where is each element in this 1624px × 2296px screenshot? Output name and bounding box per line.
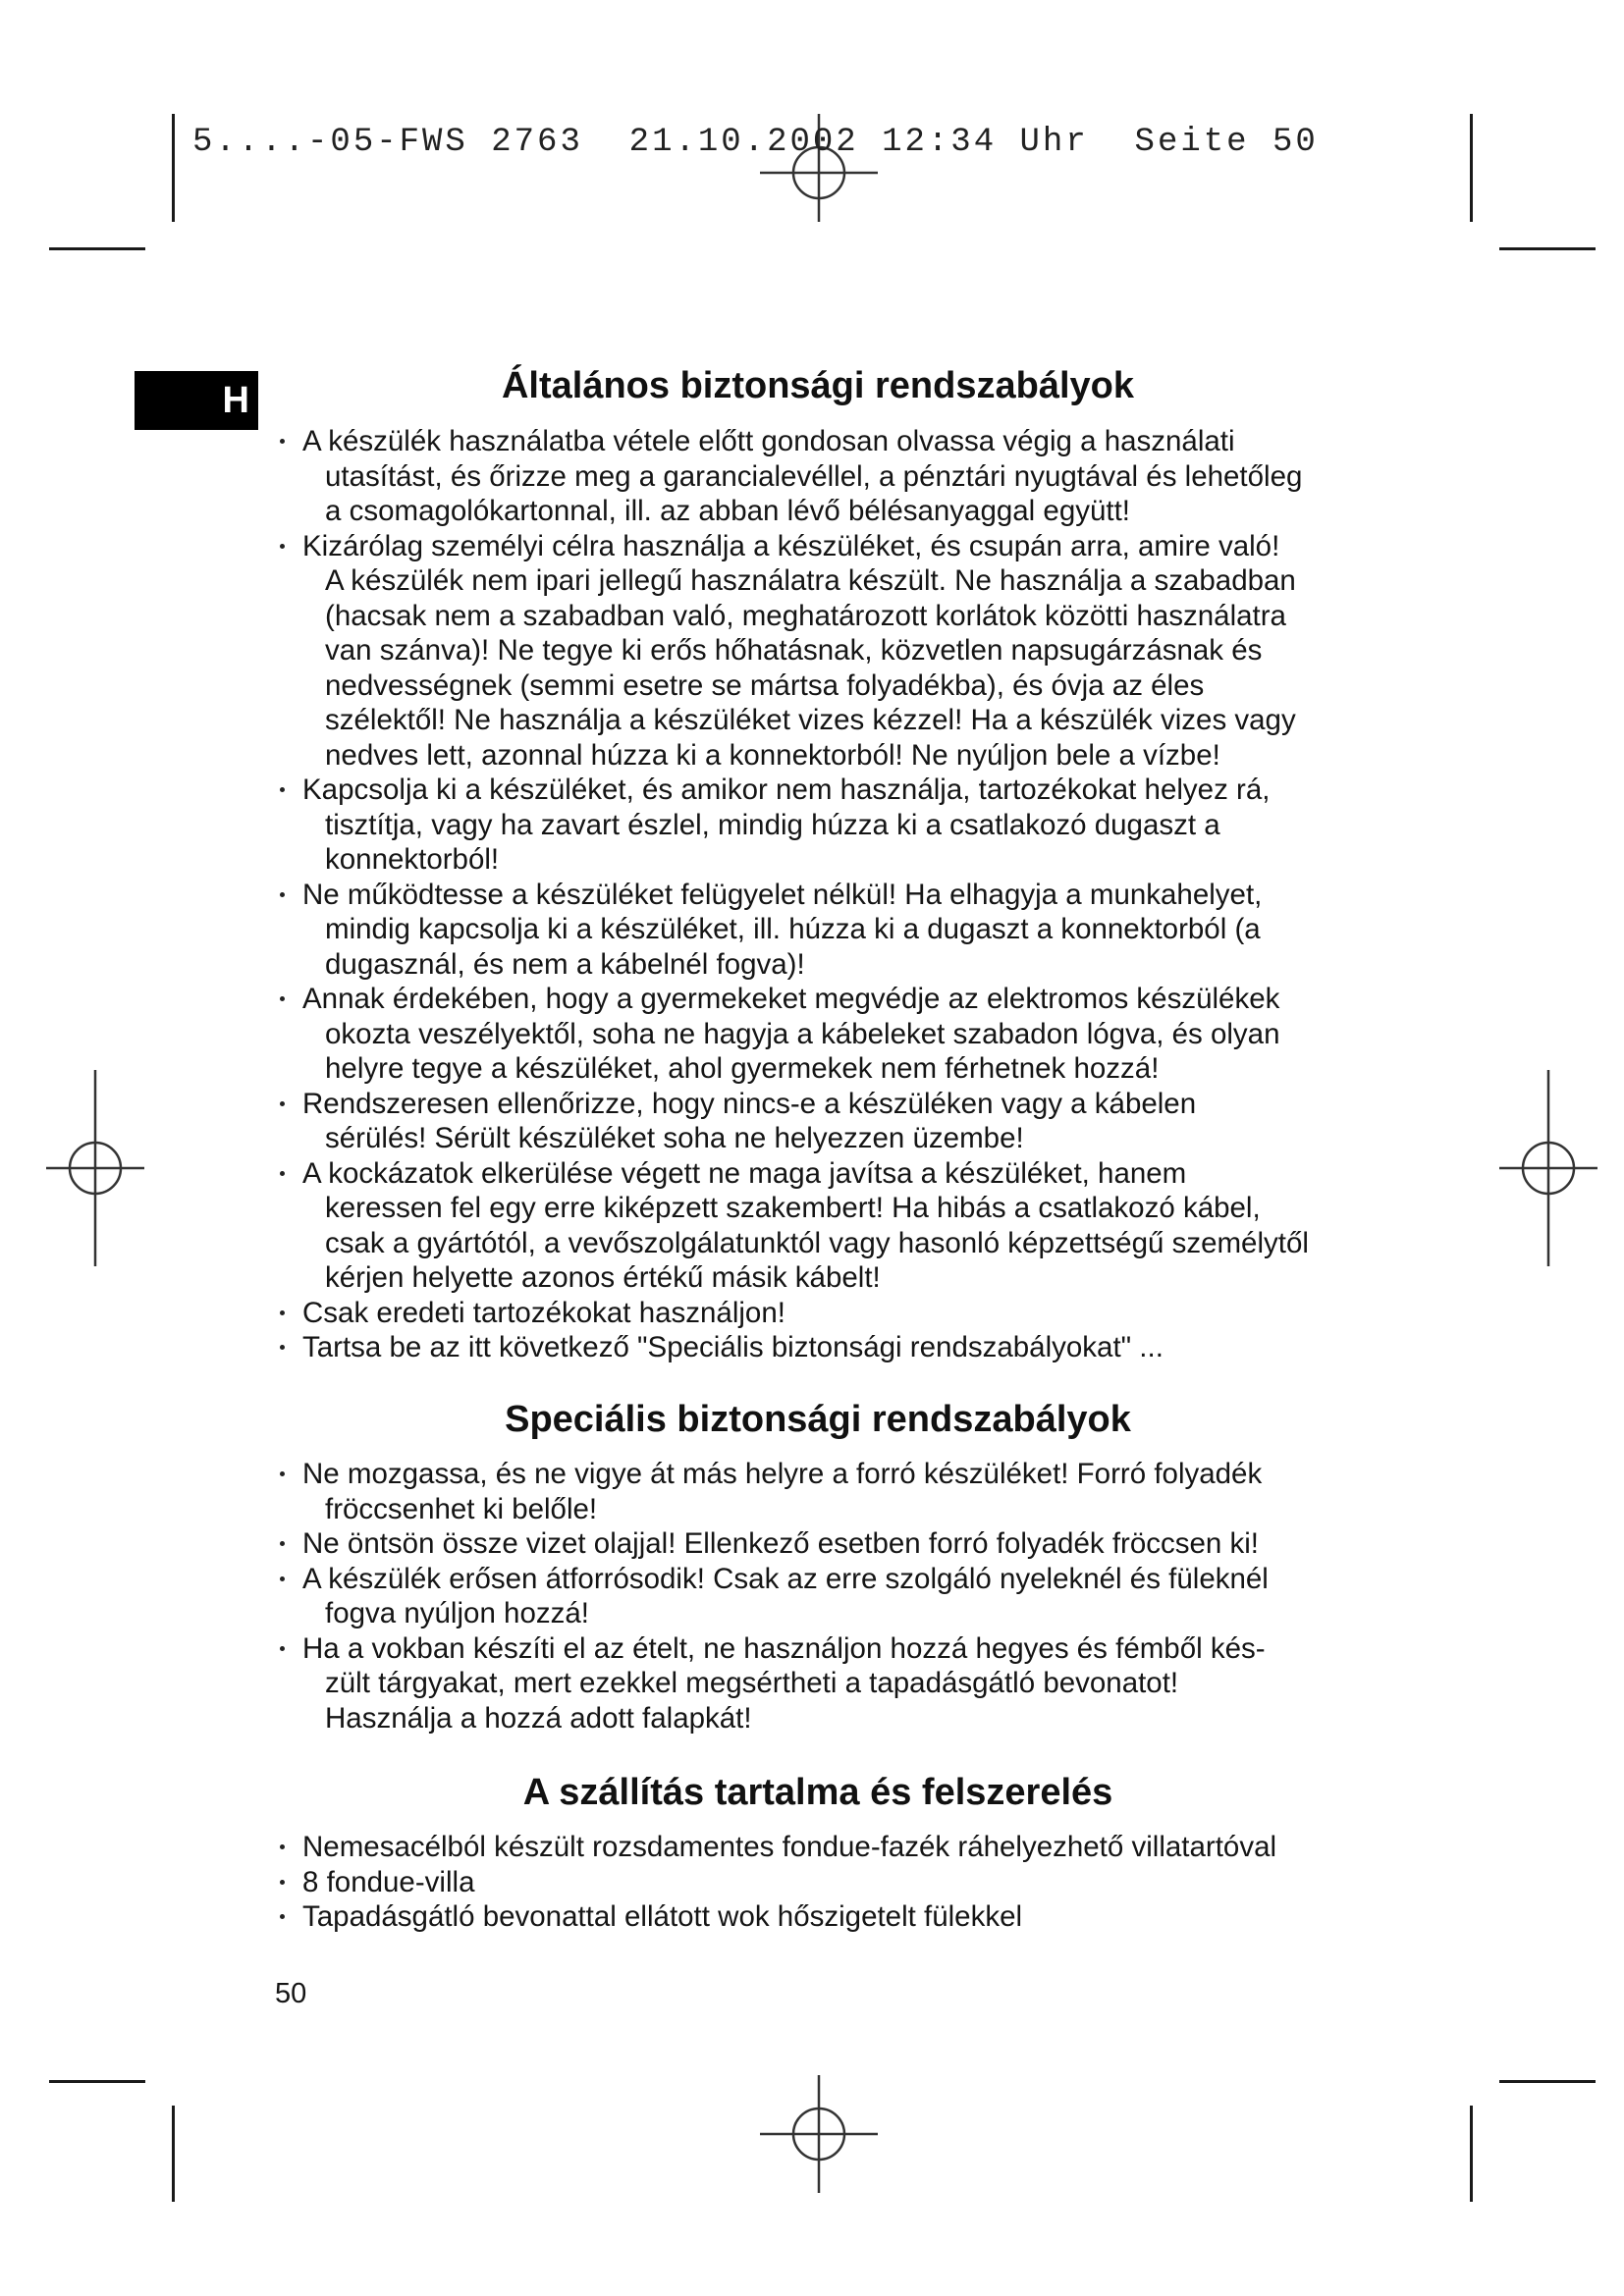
- language-tab: H: [135, 371, 258, 430]
- bullet-icon: [280, 1844, 285, 1849]
- section-title-delivery-contents: A szállítás tartalma és felszerelés: [522, 1772, 1113, 1813]
- page-number: 50: [275, 1978, 307, 2009]
- bullet-icon: [280, 1914, 285, 1919]
- bullet-icon: [280, 1345, 285, 1350]
- crop-mark-bottom-left-v: [172, 2106, 175, 2202]
- list-item: Nemesacélból készült rozsdamentes fondue-fazék ráhelyezhető villatartóval: [273, 1830, 1384, 1865]
- crop-mark-top-right-h: [1499, 247, 1596, 250]
- registration-mark-right-icon: [1450, 1070, 1624, 1266]
- bullet-icon: [280, 1310, 285, 1315]
- registration-mark-left-icon: [0, 1070, 193, 1266]
- list-item: Rendszeresen ellenőrizze, hogy nincs-e a készüléken vagy a kábelen sérülés! Sérült készüléket soha ne helyezzen üzembe!: [273, 1087, 1384, 1156]
- crop-mark-top-right-v: [1470, 114, 1473, 222]
- crop-mark-bottom-right-v: [1470, 2106, 1473, 2202]
- registration-mark-bottom-icon: [721, 2036, 917, 2232]
- list-item: A készülék használatba vétele előtt gondosan olvassa végig a használati utasítást, és őrizze meg a garancialevéllel, a pénztári nyugtával és lehetőleg a csomagolókartonnal, ill. az abban lévő bélésanyaggal együtt!: [273, 424, 1384, 529]
- general-safety-list: [273, 424, 1384, 1365]
- bullet-icon: [280, 544, 285, 549]
- crop-mark-top-left-h: [49, 247, 145, 250]
- bullet-icon: [280, 1171, 285, 1176]
- bullet-icon: [280, 1576, 285, 1581]
- bullet-icon: [280, 892, 285, 897]
- crop-mark-top-left-v: [172, 114, 175, 222]
- bullet-icon: [280, 1646, 285, 1651]
- bullet-icon: [280, 439, 285, 444]
- bullet-icon: [280, 1880, 285, 1885]
- list-item: Tapadásgátló bevonattal ellátott wok hőszigetelt fülekkel: [273, 1899, 1384, 1935]
- section-title-general-safety: Általános biztonsági rendszabályok: [501, 365, 1135, 406]
- bullet-icon: [280, 1471, 285, 1476]
- list-item: Tartsa be az itt következő "Speciális biztonsági rendszabályokat" ...: [273, 1330, 1384, 1365]
- list-item: 8 fondue-villa: [273, 1865, 1384, 1900]
- list-item: Csak eredeti tartozékokat használjon!: [273, 1296, 1384, 1331]
- list-item: Ne működtesse a készüléket felügyelet nélkül! Ha elhagyja a munkahelyet, mindig kapcsolja ki a készüléket, ill. húzza ki a dugaszt a konnektorból (a dugasznál, és nem a kábelnél fogva)!: [273, 878, 1384, 983]
- special-safety-list: [273, 1457, 1384, 1735]
- bullet-icon: [280, 996, 285, 1001]
- bullet-icon: [280, 1101, 285, 1106]
- list-item: Kizárólag személyi célra használja a készüléket, és csupán arra, amire való! A készülék nem ipari jellegű használatra készült. Ne használja a szabadban (hacsak nem a szabadban való, meghatározott korlátok közötti használatra van szánva)! Ne tegye ki erős hőhatásnak, közvetlen napsugárzásnak és nedvességnek (semmi esetre se mártsa folyadékba), és óvja az éles szélektől! Ne használja a készüléket vizes kézzel! Ha a készülék vizes vagy nedves lett, azonnal húzza ki a konnektorból! Ne nyúljon bele a vízbe!: [273, 529, 1384, 774]
- list-item: A kockázatok elkerülése végett ne maga javítsa a készüléket, hanem keressen fel egy erre kiképzett szakembert! Ha hibás a csatlakozó kábel, csak a gyártótól, a vevőszolgálatunktól vagy hasonló képzettségű személytől kérjen helyette azonos értékű másik kábelt!: [273, 1156, 1384, 1296]
- delivery-contents-list: [273, 1830, 1384, 1935]
- list-item: Ne mozgassa, és ne vigye át más helyre a forró készüléket! Forró folyadék fröccsenhet ki belőle!: [273, 1457, 1384, 1526]
- crop-mark-bottom-left-h: [49, 2080, 145, 2083]
- list-item: Kapcsolja ki a készüléket, és amikor nem használja, tartozékokat helyez rá, tisztítja, vagy ha zavart észlel, mindig húzza ki a csatlakozó dugaszt a konnektorból!: [273, 773, 1384, 878]
- crop-mark-bottom-right-h: [1499, 2080, 1596, 2083]
- list-item: Ne öntsön össze vizet olajjal! Ellenkező esetben forró folyadék fröccsen ki!: [273, 1526, 1384, 1562]
- list-item: Ha a vokban készíti el az ételt, ne használjon hozzá hegyes és fémből kés- zült tárgyakat, mert ezekkel megsértheti a tapadásgátló bevonatot! Használja a hozzá adott falapkát!: [273, 1631, 1384, 1736]
- print-slug-header: 5....-05-FWS 2763 21.10.2002 12:34 Uhr Seite 50: [192, 124, 1319, 161]
- list-item: A készülék erősen átforrósodik! Csak az erre szolgáló nyeleknél és füleknél fogva nyúljon hozzá!: [273, 1562, 1384, 1631]
- bullet-icon: [280, 1541, 285, 1546]
- registration-mark-top-icon: [721, 75, 917, 271]
- bullet-icon: [280, 787, 285, 792]
- section-title-special-safety: Speciális biztonsági rendszabályok: [505, 1399, 1131, 1440]
- list-item: Annak érdekében, hogy a gyermekeket megvédje az elektromos készülékek okozta veszélyektől, soha ne hagyja a kábeleket szabadon lógva, és olyan helyre tegye a készüléket, ahol gyermekek nem férhetnek hozzá!: [273, 982, 1384, 1087]
